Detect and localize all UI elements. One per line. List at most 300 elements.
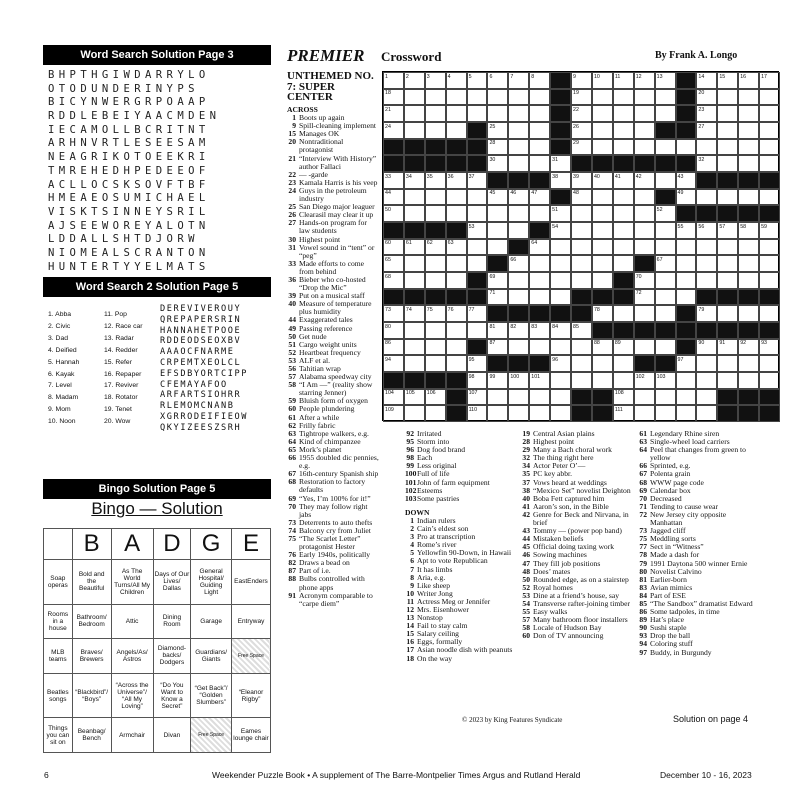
crossword-square[interactable] (404, 355, 425, 372)
crossword-square[interactable]: 59 (759, 222, 780, 239)
crossword-square[interactable] (676, 289, 697, 306)
crossword-square[interactable] (717, 89, 738, 106)
crossword-square[interactable] (613, 239, 634, 256)
crossword-square[interactable] (613, 122, 634, 139)
crossword-square[interactable] (655, 139, 676, 156)
crossword-square[interactable] (613, 222, 634, 239)
crossword-square[interactable] (571, 355, 592, 372)
crossword-square[interactable]: 35 (425, 172, 446, 189)
crossword-square[interactable] (738, 255, 759, 272)
crossword-square[interactable] (467, 255, 488, 272)
crossword-square[interactable]: 66 (508, 255, 529, 272)
crossword-square[interactable]: 46 (508, 189, 529, 206)
crossword-square[interactable]: 21 (383, 105, 404, 122)
crossword-square[interactable]: 24 (383, 122, 404, 139)
crossword-square[interactable] (571, 272, 592, 289)
crossword-square[interactable] (613, 355, 634, 372)
crossword-square[interactable]: 64 (529, 239, 550, 256)
crossword-square[interactable]: 109 (383, 405, 404, 422)
crossword-square[interactable] (655, 272, 676, 289)
word-search-row: LDDALLSHTDJORW (48, 233, 199, 246)
crossword-square[interactable] (425, 205, 446, 222)
crossword-square[interactable] (446, 272, 467, 289)
crossword-square[interactable] (446, 105, 467, 122)
crossword-square[interactable] (738, 189, 759, 206)
crossword-square[interactable]: 20 (696, 89, 717, 106)
crossword-square[interactable]: 18 (383, 89, 404, 106)
crossword-square[interactable] (529, 155, 550, 172)
crossword-square[interactable] (571, 222, 592, 239)
crossword-square[interactable] (717, 305, 738, 322)
crossword-square[interactable] (717, 122, 738, 139)
crossword-square[interactable]: 58 (738, 222, 759, 239)
crossword-square[interactable] (717, 105, 738, 122)
crossword-square[interactable] (613, 372, 634, 389)
crossword-square[interactable] (717, 272, 738, 289)
crossword-square[interactable] (655, 289, 676, 306)
crossword-square[interactable] (508, 405, 529, 422)
crossword-square[interactable] (655, 105, 676, 122)
crossword-square[interactable] (717, 189, 738, 206)
crossword-square[interactable] (592, 122, 613, 139)
crossword-square[interactable] (759, 305, 780, 322)
crossword-square[interactable]: 33 (383, 172, 404, 189)
crossword-square[interactable] (592, 205, 613, 222)
crossword-square[interactable]: 94 (383, 355, 404, 372)
crossword-square[interactable]: 85 (571, 322, 592, 339)
crossword-square[interactable] (550, 389, 571, 406)
crossword-square[interactable] (759, 139, 780, 156)
crossword-square[interactable]: 81 (487, 322, 508, 339)
crossword-square[interactable] (592, 105, 613, 122)
crossword-square[interactable] (508, 89, 529, 106)
crossword-square[interactable]: 32 (696, 155, 717, 172)
crossword-square[interactable] (404, 89, 425, 106)
crossword-square[interactable] (529, 105, 550, 122)
crossword-square[interactable] (425, 255, 446, 272)
crossword-square[interactable] (425, 105, 446, 122)
crossword-square[interactable]: 26 (571, 122, 592, 139)
crossword-square[interactable] (634, 222, 655, 239)
crossword-square[interactable]: 103 (655, 372, 676, 389)
crossword-square[interactable]: 74 (404, 305, 425, 322)
crossword-square[interactable]: 15 (717, 72, 738, 89)
crossword-square[interactable] (404, 255, 425, 272)
crossword-square[interactable]: 1 (383, 72, 404, 89)
crossword-square[interactable] (592, 222, 613, 239)
crossword-square[interactable]: 34 (404, 172, 425, 189)
crossword-square[interactable]: 25 (487, 122, 508, 139)
crossword-square[interactable] (759, 372, 780, 389)
crossword-square[interactable] (759, 189, 780, 206)
crossword-square[interactable]: 49 (676, 189, 697, 206)
crossword-square[interactable] (467, 239, 488, 256)
crossword-square[interactable] (508, 155, 529, 172)
crossword-square[interactable] (571, 205, 592, 222)
crossword-square[interactable] (446, 189, 467, 206)
crossword-square[interactable] (487, 89, 508, 106)
crossword-square[interactable] (676, 389, 697, 406)
crossword-square[interactable] (696, 139, 717, 156)
crossword-square[interactable]: 54 (550, 222, 571, 239)
crossword-square[interactable]: 16 (738, 72, 759, 89)
crossword-square[interactable]: 56 (696, 222, 717, 239)
crossword-square[interactable]: 101 (529, 372, 550, 389)
crossword-square[interactable] (550, 405, 571, 422)
crossword-square[interactable]: 30 (487, 155, 508, 172)
crossword-square[interactable]: 102 (634, 372, 655, 389)
crossword-square[interactable] (759, 255, 780, 272)
crossword-square[interactable] (676, 255, 697, 272)
crossword-square[interactable] (613, 189, 634, 206)
crossword-square[interactable]: 44 (383, 189, 404, 206)
crossword-square[interactable]: 28 (487, 139, 508, 156)
crossword-square[interactable]: 63 (446, 239, 467, 256)
crossword-square[interactable] (425, 322, 446, 339)
crossword-square[interactable] (738, 272, 759, 289)
crossword-square[interactable] (508, 272, 529, 289)
crossword-square[interactable] (738, 305, 759, 322)
crossword-square[interactable]: 39 (571, 172, 592, 189)
crossword-square[interactable] (655, 339, 676, 356)
crossword-square[interactable]: 10 (592, 72, 613, 89)
clue (287, 503, 379, 519)
crossword-square[interactable]: 67 (655, 255, 676, 272)
crossword-square[interactable] (696, 189, 717, 206)
crossword-square[interactable]: 92 (738, 339, 759, 356)
crossword-square[interactable] (529, 122, 550, 139)
crossword-square[interactable] (655, 405, 676, 422)
crossword-square[interactable]: 6 (487, 72, 508, 89)
crossword-square[interactable]: 65 (383, 255, 404, 272)
crossword-square[interactable] (404, 205, 425, 222)
crossword-square[interactable] (655, 222, 676, 239)
crossword-square[interactable]: 79 (696, 305, 717, 322)
crossword-square[interactable] (529, 272, 550, 289)
crossword-square[interactable] (508, 105, 529, 122)
crossword-square[interactable]: 29 (571, 139, 592, 156)
crossword-square[interactable] (446, 339, 467, 356)
crossword-square[interactable]: 14 (696, 72, 717, 89)
crossword-square[interactable] (529, 89, 550, 106)
crossword-square[interactable] (592, 255, 613, 272)
crossword-square[interactable] (550, 239, 571, 256)
crossword-square[interactable]: 104 (383, 389, 404, 406)
crossword-square[interactable] (634, 239, 655, 256)
crossword-square[interactable] (717, 372, 738, 389)
crossword-square[interactable] (404, 322, 425, 339)
crossword-square[interactable] (404, 122, 425, 139)
crossword-square[interactable]: 105 (404, 389, 425, 406)
crossword-square[interactable] (655, 389, 676, 406)
crossword-square[interactable] (696, 372, 717, 389)
crossword-square[interactable] (425, 89, 446, 106)
crossword-square[interactable] (717, 355, 738, 372)
crossword-square[interactable] (425, 272, 446, 289)
crossword-square[interactable]: 12 (634, 72, 655, 89)
crossword-square[interactable] (446, 355, 467, 372)
crossword-square[interactable]: 23 (696, 105, 717, 122)
crossword-square[interactable]: 50 (383, 205, 404, 222)
crossword-square[interactable] (696, 239, 717, 256)
crossword-square[interactable] (592, 189, 613, 206)
crossword-square[interactable] (529, 289, 550, 306)
crossword-square[interactable]: 84 (550, 322, 571, 339)
crossword-square[interactable] (446, 322, 467, 339)
crossword-square[interactable] (529, 255, 550, 272)
crossword-square[interactable] (550, 272, 571, 289)
crossword-square[interactable] (592, 355, 613, 372)
crossword-square[interactable] (738, 105, 759, 122)
crossword-square[interactable] (696, 405, 717, 422)
crossword-square[interactable] (655, 89, 676, 106)
crossword-square[interactable]: 90 (696, 339, 717, 356)
crossword-square[interactable] (529, 205, 550, 222)
crossword-square[interactable] (550, 339, 571, 356)
crossword-square[interactable] (404, 105, 425, 122)
crossword-square[interactable]: 17 (759, 72, 780, 89)
crossword-square[interactable] (592, 89, 613, 106)
crossword-square[interactable] (467, 205, 488, 222)
crossword-square[interactable] (529, 139, 550, 156)
crossword-square[interactable] (592, 239, 613, 256)
crossword-square[interactable] (446, 205, 467, 222)
crossword-square[interactable]: 5 (467, 72, 488, 89)
crossword-square[interactable] (676, 372, 697, 389)
crossword-square[interactable]: 106 (425, 389, 446, 406)
crossword-square[interactable]: 99 (487, 372, 508, 389)
crossword-square[interactable]: 4 (446, 72, 467, 89)
crossword-square[interactable] (655, 239, 676, 256)
crossword-square[interactable] (634, 105, 655, 122)
crossword-square[interactable]: 9 (571, 72, 592, 89)
crossword-square[interactable] (613, 105, 634, 122)
crossword-square[interactable] (613, 89, 634, 106)
crossword-square[interactable] (717, 155, 738, 172)
crossword-square[interactable] (738, 89, 759, 106)
crossword-square[interactable]: 98 (467, 372, 488, 389)
crossword-square[interactable]: 7 (508, 72, 529, 89)
crossword-square[interactable]: 111 (613, 405, 634, 422)
crossword-square[interactable] (696, 272, 717, 289)
crossword-square[interactable] (634, 189, 655, 206)
crossword-square[interactable] (446, 255, 467, 272)
crossword-square[interactable] (676, 139, 697, 156)
crossword-square[interactable]: 91 (717, 339, 738, 356)
crossword-square[interactable]: 71 (487, 289, 508, 306)
crossword-square[interactable]: 48 (571, 189, 592, 206)
crossword-square[interactable] (404, 339, 425, 356)
crossword-square[interactable] (717, 255, 738, 272)
crossword-square[interactable] (613, 205, 634, 222)
crossword-square[interactable] (592, 272, 613, 289)
crossword-square[interactable] (655, 172, 676, 189)
crossword-square[interactable]: 110 (467, 405, 488, 422)
crossword-square[interactable] (696, 355, 717, 372)
crossword-square[interactable]: 19 (571, 89, 592, 106)
crossword-square[interactable] (446, 122, 467, 139)
crossword-square[interactable] (592, 139, 613, 156)
crossword-square[interactable]: 42 (634, 172, 655, 189)
crossword-square[interactable] (634, 305, 655, 322)
crossword-square[interactable]: 43 (676, 172, 697, 189)
crossword-square[interactable]: 80 (383, 322, 404, 339)
crossword-square[interactable]: 95 (467, 355, 488, 372)
crossword-square[interactable]: 40 (592, 172, 613, 189)
crossword-square[interactable] (634, 405, 655, 422)
crossword-square[interactable] (467, 89, 488, 106)
crossword-square[interactable] (487, 222, 508, 239)
crossword-square[interactable] (571, 239, 592, 256)
crossword-square[interactable] (738, 155, 759, 172)
crossword-square[interactable] (634, 122, 655, 139)
crossword-square[interactable] (487, 205, 508, 222)
crossword-square[interactable] (759, 89, 780, 106)
crossword-square[interactable] (613, 305, 634, 322)
crossword-square[interactable] (425, 405, 446, 422)
crossword-square[interactable] (550, 255, 571, 272)
crossword-square[interactable] (425, 122, 446, 139)
crossword-square[interactable] (487, 389, 508, 406)
crossword-square[interactable]: 78 (592, 305, 613, 322)
crossword-square[interactable] (487, 105, 508, 122)
crossword-square[interactable] (634, 205, 655, 222)
crossword-square[interactable]: 100 (508, 372, 529, 389)
crossword-square[interactable]: 47 (529, 189, 550, 206)
crossword-square[interactable] (508, 389, 529, 406)
crossword-square[interactable]: 57 (717, 222, 738, 239)
crossword-square[interactable] (529, 405, 550, 422)
crossword-square[interactable]: 69 (487, 272, 508, 289)
crossword-square[interactable] (738, 139, 759, 156)
crossword-square[interactable] (717, 139, 738, 156)
crossword-square[interactable] (487, 239, 508, 256)
crossword-square[interactable]: 93 (759, 339, 780, 356)
crossword-square[interactable] (759, 239, 780, 256)
crossword-square[interactable] (508, 222, 529, 239)
crossword-square[interactable]: 83 (529, 322, 550, 339)
crossword-square[interactable] (717, 239, 738, 256)
crossword-square[interactable]: 41 (613, 172, 634, 189)
crossword-square[interactable]: 36 (446, 172, 467, 189)
crossword-square[interactable] (738, 355, 759, 372)
crossword-square[interactable] (676, 272, 697, 289)
crossword-square[interactable] (759, 105, 780, 122)
crossword-square[interactable]: 72 (634, 289, 655, 306)
crossword-square[interactable] (467, 189, 488, 206)
crossword-square[interactable]: 52 (655, 205, 676, 222)
crossword-square[interactable]: 13 (655, 72, 676, 89)
crossword-square[interactable] (759, 355, 780, 372)
crossword-square[interactable] (676, 405, 697, 422)
crossword-square[interactable]: 11 (613, 72, 634, 89)
crossword-square[interactable]: 60 (383, 239, 404, 256)
crossword-square[interactable] (487, 405, 508, 422)
crossword-square[interactable]: 2 (404, 72, 425, 89)
crossword-square[interactable] (404, 272, 425, 289)
crossword-square[interactable]: 37 (467, 172, 488, 189)
crossword-square[interactable]: 31 (550, 155, 571, 172)
crossword-square[interactable] (634, 389, 655, 406)
crossword-square[interactable] (634, 339, 655, 356)
crossword-square[interactable]: 86 (383, 339, 404, 356)
crossword-square[interactable] (508, 205, 529, 222)
crossword-square[interactable] (404, 189, 425, 206)
crossword-square[interactable]: 89 (613, 339, 634, 356)
crossword-square[interactable] (508, 339, 529, 356)
crossword-square[interactable]: 77 (467, 305, 488, 322)
crossword-square[interactable] (467, 105, 488, 122)
crossword-square[interactable] (425, 189, 446, 206)
crossword-square[interactable]: 70 (634, 272, 655, 289)
crossword-square[interactable]: 45 (487, 189, 508, 206)
crossword-square[interactable] (634, 139, 655, 156)
crossword-square[interactable]: 88 (592, 339, 613, 356)
crossword-square[interactable]: 75 (425, 305, 446, 322)
crossword-square[interactable] (696, 255, 717, 272)
crossword-square[interactable] (738, 372, 759, 389)
crossword-square[interactable] (571, 372, 592, 389)
crossword-square[interactable] (655, 305, 676, 322)
crossword-square[interactable]: 82 (508, 322, 529, 339)
crossword-square[interactable] (676, 239, 697, 256)
crossword-square[interactable]: 3 (425, 72, 446, 89)
crossword-square[interactable]: 107 (467, 389, 488, 406)
crossword-square[interactable]: 68 (383, 272, 404, 289)
crossword-square[interactable] (634, 89, 655, 106)
crossword-square[interactable] (738, 122, 759, 139)
crossword-square[interactable] (696, 389, 717, 406)
crossword-square[interactable]: 73 (383, 305, 404, 322)
crossword-square[interactable] (508, 289, 529, 306)
crossword-square[interactable] (550, 372, 571, 389)
crossword-square[interactable] (467, 322, 488, 339)
crossword-square[interactable]: 27 (696, 122, 717, 139)
crossword-square[interactable] (508, 122, 529, 139)
crossword-square[interactable] (529, 339, 550, 356)
crossword-square[interactable]: 96 (550, 355, 571, 372)
crossword-square[interactable] (571, 255, 592, 272)
crossword-square[interactable]: 61 (404, 239, 425, 256)
crossword-square[interactable]: 22 (571, 105, 592, 122)
crossword-square[interactable] (404, 405, 425, 422)
crossword-square[interactable] (571, 339, 592, 356)
crossword-square[interactable]: 53 (467, 222, 488, 239)
crossword-square[interactable]: 62 (425, 239, 446, 256)
crossword-square[interactable]: 97 (676, 355, 697, 372)
crossword-square[interactable]: 38 (550, 172, 571, 189)
crossword-square[interactable]: 76 (446, 305, 467, 322)
crossword-square[interactable] (550, 289, 571, 306)
crossword-square[interactable]: 55 (676, 222, 697, 239)
crossword-square[interactable] (425, 339, 446, 356)
crossword-square[interactable] (759, 272, 780, 289)
crossword-square[interactable]: 51 (550, 205, 571, 222)
crossword-square[interactable] (759, 122, 780, 139)
crossword-square[interactable] (529, 389, 550, 406)
crossword-square[interactable] (613, 255, 634, 272)
crossword-square[interactable] (446, 89, 467, 106)
crossword-square[interactable]: 87 (487, 339, 508, 356)
crossword-square[interactable] (425, 355, 446, 372)
crossword-square[interactable]: 108 (613, 389, 634, 406)
crossword-square[interactable]: 8 (529, 72, 550, 89)
crossword-square[interactable] (759, 155, 780, 172)
crossword-square[interactable] (592, 372, 613, 389)
crossword-square[interactable] (508, 139, 529, 156)
crossword-square[interactable] (613, 139, 634, 156)
crossword-square[interactable] (738, 239, 759, 256)
